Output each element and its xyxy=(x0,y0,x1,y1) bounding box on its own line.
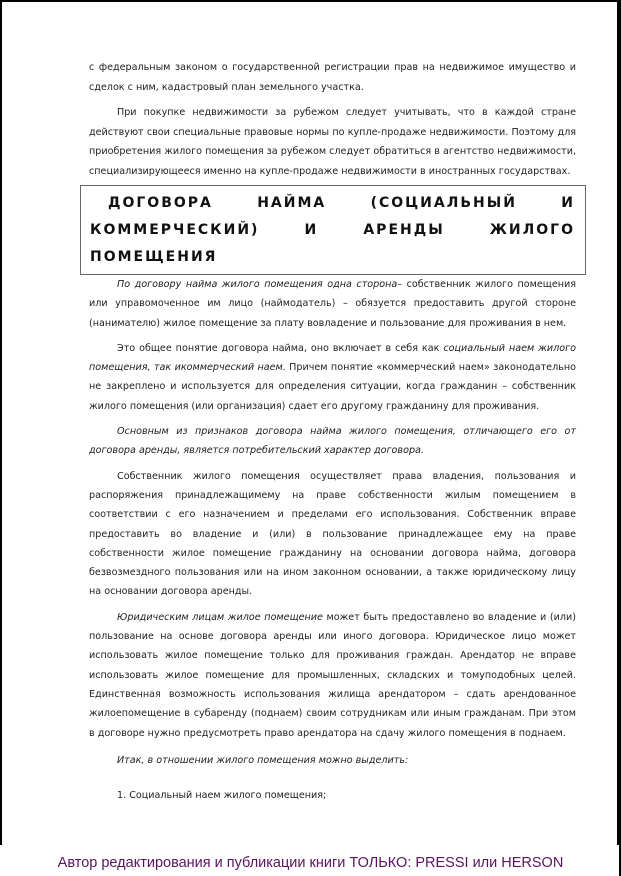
heading-word: ДОГОВОРА xyxy=(108,195,213,211)
body-p2-italic: социальный наем жилого помещения, так икоммерческий наем. xyxy=(89,342,576,374)
body-paragraph-1 xyxy=(89,275,576,333)
heading-line-1 xyxy=(90,190,575,217)
heading-word: НАЙМА xyxy=(257,195,327,211)
body-p3-italic: Основным из признаков договора найма жилого помещения, отличающего его от договора аренды, является потребительский характер договора. xyxy=(89,426,576,457)
heading-line-3: ПОМЕЩЕНИЯ xyxy=(90,249,218,265)
footer-credit: Автор редактирования и публикации книги ТОЛЬКО: PRESSI или HERSON xyxy=(57,855,564,871)
section-heading xyxy=(80,185,586,275)
body-p1-text: – собственник жилого помещения или управомоченное им лицо (наймодатель) – обязуется предоставить другой стороне (нанимателю) жилое помещение за плату вовладение и пользование для проживания в нем. xyxy=(89,279,576,329)
body-p5-italic: Юридическим лицам жилое помещение xyxy=(117,611,323,623)
body-paragraph-3 xyxy=(89,422,576,461)
heading-word: И xyxy=(561,195,575,211)
body-paragraph-5 xyxy=(89,608,576,743)
body-paragraph-2 xyxy=(89,339,576,416)
summary-italic: Итак, в отношении жилого помещения можно выделить: xyxy=(117,755,409,766)
heading-word: ЖИЛОГО xyxy=(489,222,575,238)
body-paragraph-4: Собственник жилого помещения осуществляет права владения, пользования и распоряжения принадлежащимему на праве собственности жилым помещением в соответствии с его назначением и пределами его использования. Собственник вправе предоставить во владение и (или) в пользование принадлежащее ему на праве собственности жилое помещение гражданину на основании договора найма, договора безвозмездного пользования или на ином законном основании, а также юридическому лицу на основании договора аренды. xyxy=(89,470,576,598)
body-p2-start: Это общее понятие договора найма, оно включает в себя как xyxy=(117,342,444,354)
heading-word: И xyxy=(304,222,319,238)
body-p5-text: может быть предоставлено во владение и (или) пользование на основе договора аренды или иного договора. Юридическое лицо может использовать жилое помещение только для проживания граждан. Арендатор не вправе использовать жилое помещение для промышленных, складских и томуподобных целей. Единственная возможность использования жилища арендатором – сдать арендованное жилоепомещение в субаренду (поднаем) своим сотрудникам или иным гражданам. При этом в договоре нужно предусмотреть право арендатора на сдачу жилого помещения в поднаем. xyxy=(89,611,576,739)
body-p1-italic: По договору найма жилого помещения одна сторона xyxy=(117,279,398,290)
list-item: 1. Социальный наем жилого помещения; xyxy=(117,790,327,801)
heading-line-2 xyxy=(90,217,575,244)
intro-section xyxy=(89,58,576,181)
heading-word: КОММЕРЧЕСКИЙ) xyxy=(90,222,260,238)
summary-line xyxy=(117,755,577,766)
intro-paragraph-2: При покупке недвижимости за рубежом следует учитывать, что в каждой стране действуют свои специальные правовые нормы по купле-продаже недвижимости. Поэтому для приобретения жилого помещения за рубежом следует обратиться в агентство недвижимости, специализирующееся именно на купле-продаже недвижимости в иностранных государствах. xyxy=(89,107,576,177)
intro-paragraph-1: с федеральным законом о государственной регистрации прав на недвижимое имущество и сделок с ним, кадастровый план земельного участка. xyxy=(89,62,576,93)
body-p2-text: Причем понятие «коммерческий наем» законодательно не закреплено и используется для определения ситуации, когда гражданин – собственник жилого помещения (или организация) сдает его другому гражданину для проживания. xyxy=(89,362,576,412)
heading-word: (СОЦИАЛЬНЫЙ xyxy=(370,195,517,211)
body-section xyxy=(89,275,576,743)
heading-word: АРЕНДЫ xyxy=(363,222,445,238)
